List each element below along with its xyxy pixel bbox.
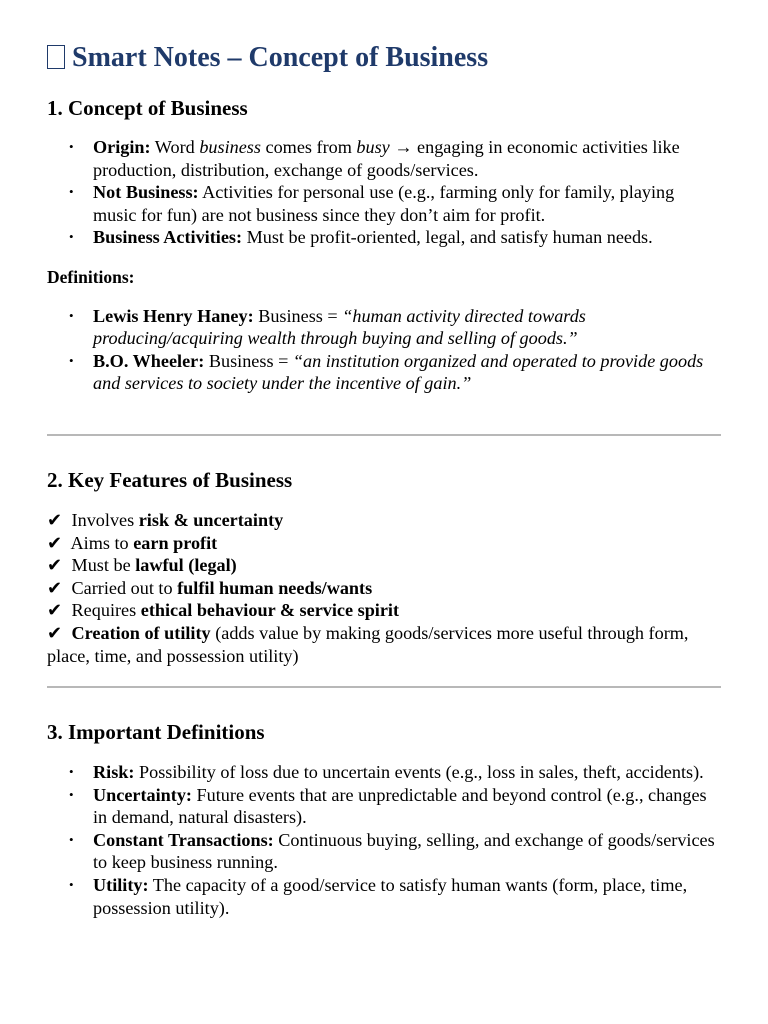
section-concept-of-business	[47, 95, 721, 395]
feature-text: Requires	[67, 600, 141, 621]
feature-emphasis: earn profit	[133, 532, 218, 553]
item-emphasis: business	[199, 137, 261, 157]
list-item	[47, 761, 721, 784]
item-label: Risk:	[93, 762, 135, 782]
feature-item	[47, 622, 721, 667]
list-item	[47, 181, 721, 226]
item-text: Activities for personal use (e.g., farming only for family, playing music for fun) are not business since they don’t aim for profit.	[93, 182, 675, 225]
checkmark-icon: ✔	[47, 622, 63, 643]
item-text: comes from	[260, 137, 357, 157]
features-list	[47, 509, 721, 667]
concept-list	[47, 136, 721, 249]
definitions-label: Definitions:	[47, 266, 135, 287]
page-title	[47, 42, 488, 74]
section-heading: 2. Key Features of Business	[47, 468, 293, 492]
feature-item	[47, 554, 721, 577]
item-text: Business =	[253, 305, 343, 326]
feature-emphasis: fulfil human needs/wants	[177, 577, 373, 598]
feature-text: Must be	[67, 555, 136, 576]
feature-emphasis: risk & uncertainty	[138, 510, 284, 530]
section-key-features	[47, 467, 721, 667]
list-item	[47, 350, 721, 395]
page-title-text: Smart Notes – Concept of Business	[72, 42, 489, 73]
item-text: The capacity of a good/service to satisfy human wants (form, place, time, possession utility).	[93, 874, 688, 918]
item-label: B.O. Wheeler:	[93, 350, 205, 371]
section-heading: 1. Concept of Business	[47, 96, 248, 120]
section-important-definitions	[47, 719, 721, 919]
feature-item	[47, 532, 721, 555]
feature-text: Aims to	[67, 532, 134, 553]
item-label: Origin:	[93, 137, 151, 157]
item-text: Business =	[204, 350, 293, 371]
section-divider	[47, 434, 721, 436]
checkmark-icon: ✔	[47, 555, 63, 576]
definition-quote: “human activity directed towards producing/acquiring wealth through buying and selling of goods.”	[93, 305, 586, 349]
section-divider	[47, 686, 721, 688]
list-item	[47, 226, 721, 249]
item-label: Utility:	[93, 874, 149, 895]
list-item	[47, 784, 721, 829]
item-text: Continuous buying, selling, and exchange of goods/services to keep business running.	[93, 829, 715, 873]
checkmark-icon: ✔	[47, 577, 63, 598]
feature-emphasis: Creation of utility	[71, 622, 211, 643]
checkmark-icon: ✔	[47, 532, 63, 553]
item-text: Must be profit-oriented, legal, and satisfy human needs.	[242, 227, 653, 248]
item-label: Constant Transactions:	[93, 829, 274, 850]
feature-item	[47, 599, 721, 622]
feature-emphasis: ethical behaviour & service spirit	[140, 600, 400, 621]
missing-glyph-icon	[47, 45, 65, 69]
item-label: Uncertainty:	[93, 784, 192, 805]
checkmark-icon: ✔	[47, 600, 63, 621]
definition-quote: “an institution organized and operated to provide goods and services to society under the incentive of gain.”	[93, 350, 704, 394]
item-text: Word	[150, 137, 200, 157]
feature-item	[47, 577, 721, 600]
feature-emphasis: lawful (legal)	[135, 555, 237, 576]
item-label: Not Business:	[93, 182, 199, 203]
item-label: Business Activities:	[93, 227, 243, 248]
list-item	[47, 874, 721, 919]
list-item	[47, 305, 721, 350]
item-text: Possibility of loss due to uncertain events (e.g., loss in sales, theft, accidents).	[134, 762, 704, 782]
checkmark-icon: ✔	[47, 510, 63, 530]
definitions-list	[47, 761, 721, 919]
section-heading: 3. Important Definitions	[47, 720, 265, 744]
definitions-list	[47, 305, 721, 395]
feature-item	[47, 509, 721, 532]
item-text: → engaging in economic activities like production, distribution, exchange of goods/services.	[93, 137, 680, 180]
list-item	[47, 829, 721, 874]
item-text: Future events that are unpredictable and beyond control (e.g., changes in demand, natural disasters).	[93, 784, 707, 828]
feature-text: (adds value by making goods/services more useful through form, place, time, and possession utility)	[47, 622, 689, 666]
feature-text: Involves	[67, 510, 139, 530]
list-item	[47, 136, 721, 181]
feature-text: Carried out to	[67, 577, 178, 598]
item-label: Lewis Henry Haney:	[93, 305, 254, 326]
item-emphasis: busy	[356, 137, 390, 157]
